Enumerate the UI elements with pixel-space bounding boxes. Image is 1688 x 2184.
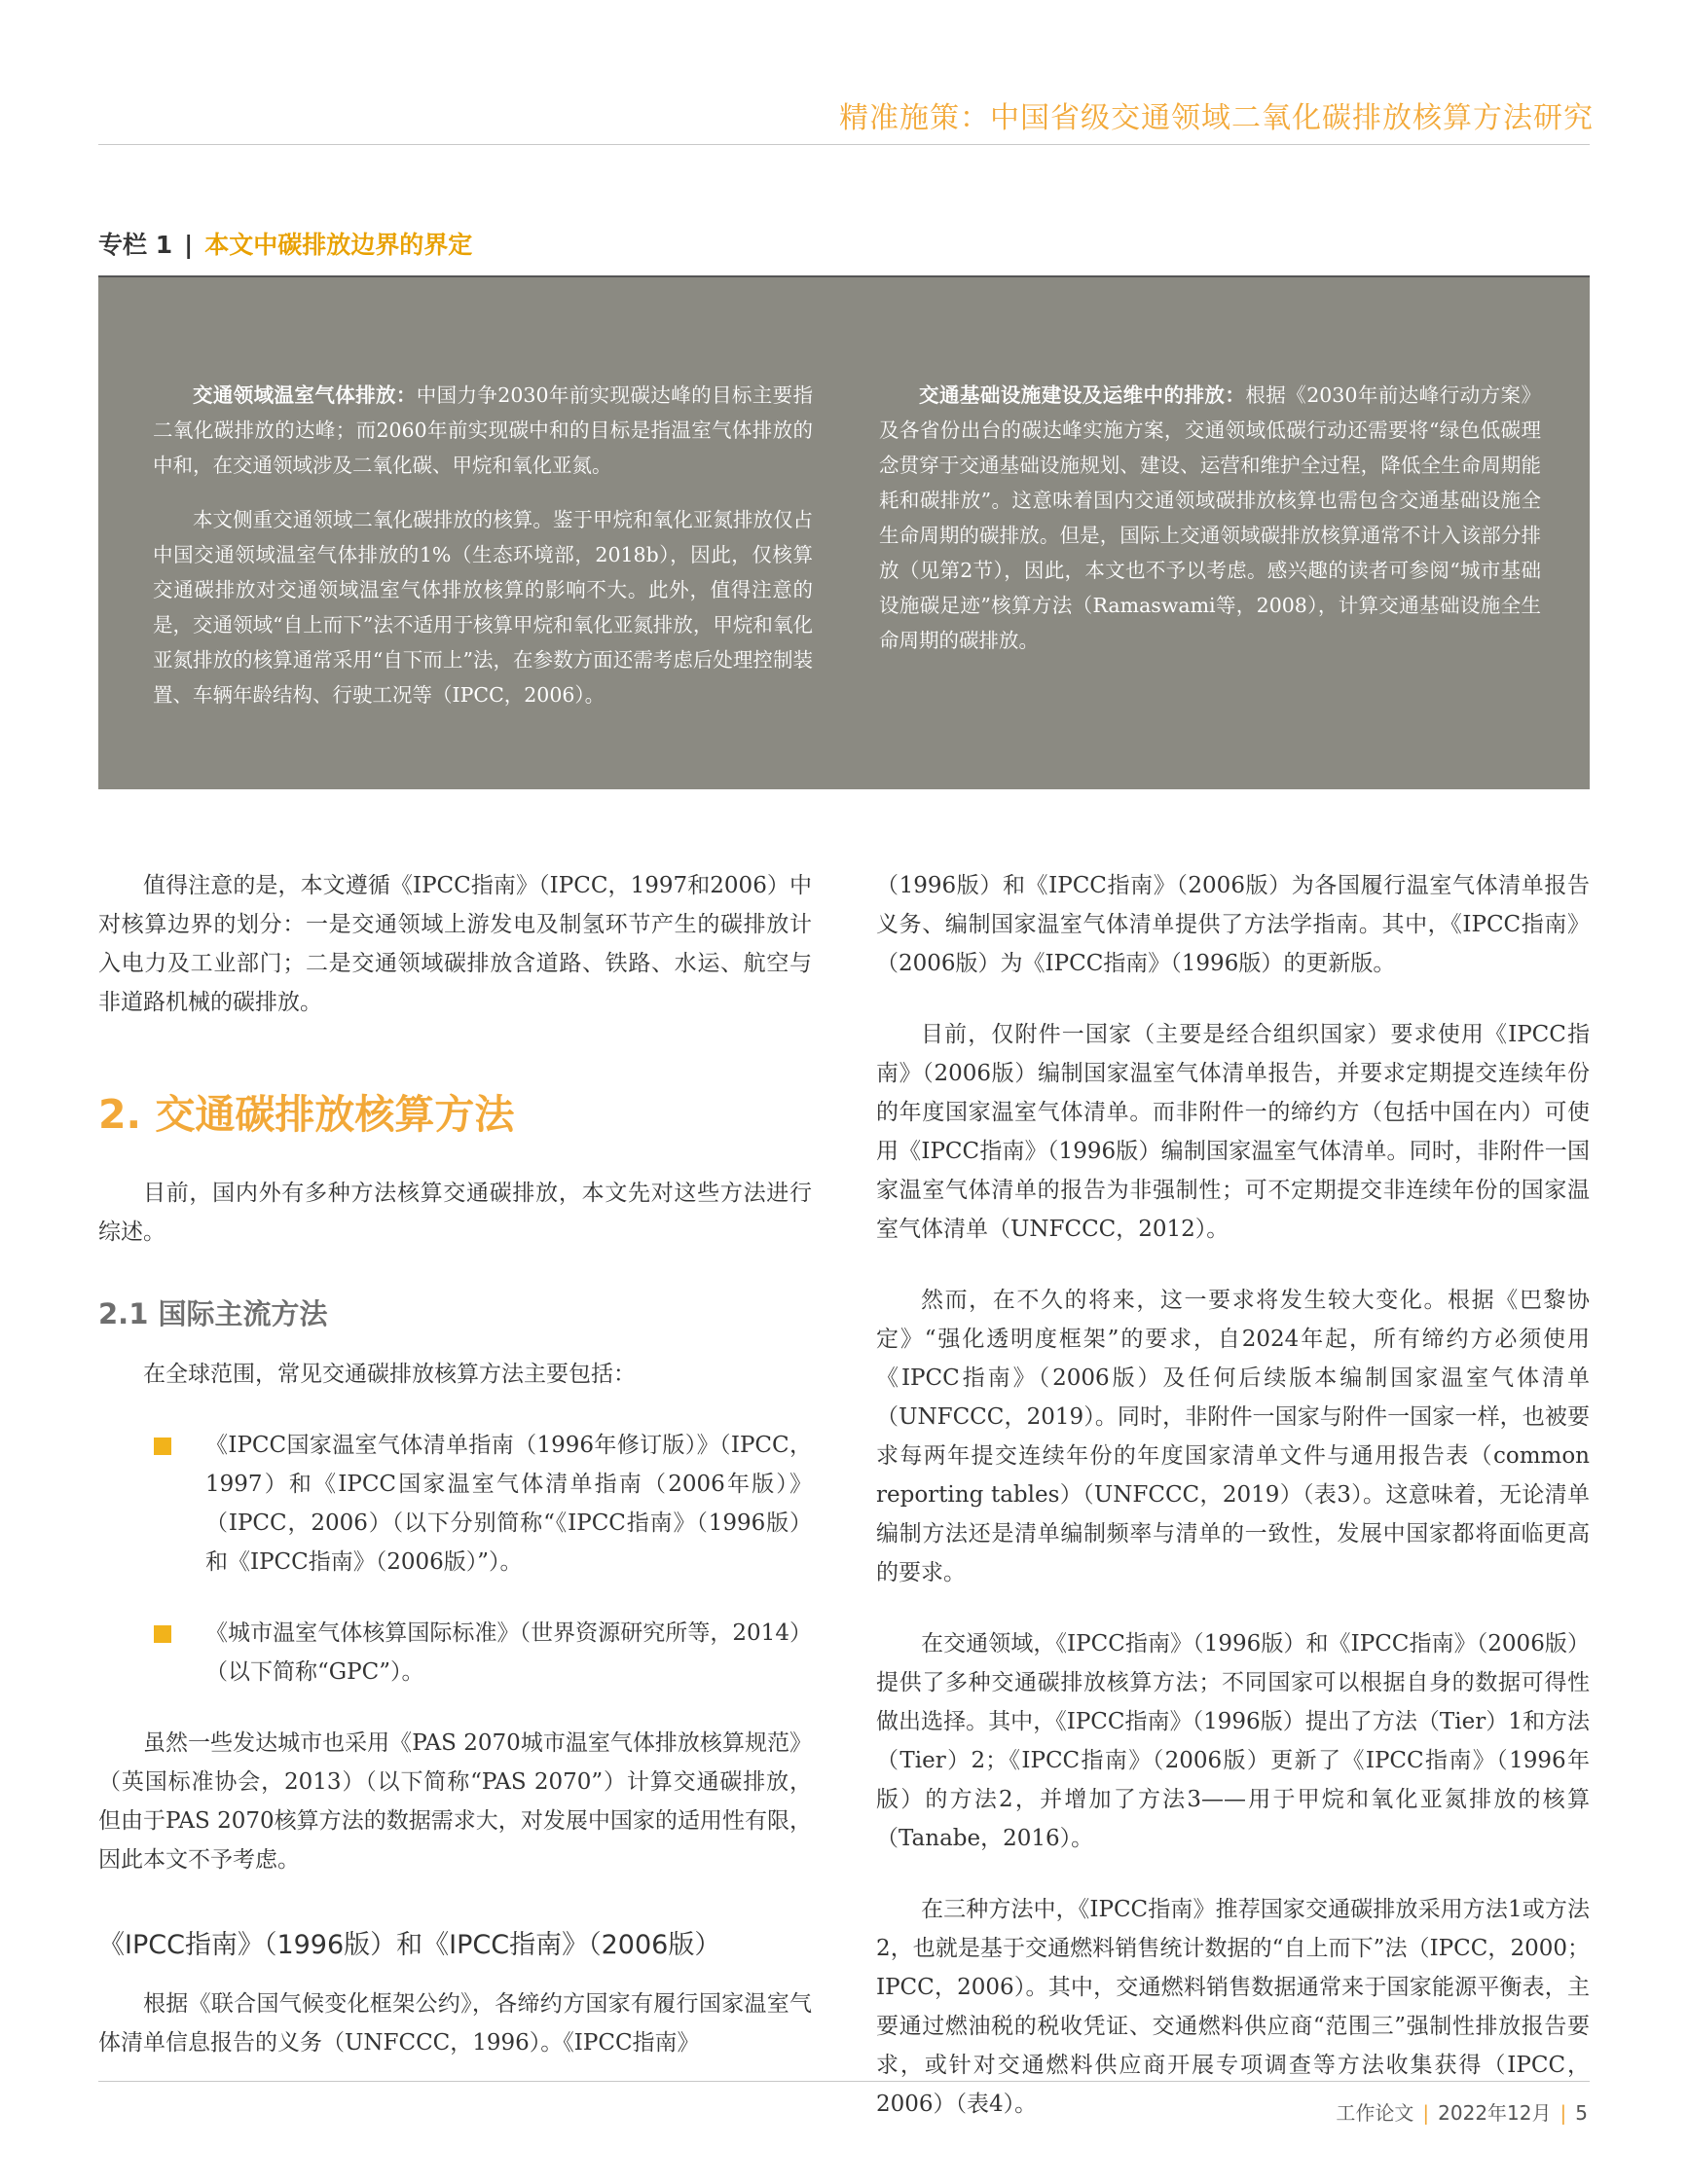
footer-separator: | bbox=[1560, 2101, 1567, 2125]
box-paragraph: 本文侧重交通领域二氧化碳排放的核算。鉴于甲烷和氧化亚氮排放仅占中国交通领域温室气体排放的1%（生态环境部，2018b），因此，仅核算交通碳排放对交通领域温室气体排放核算的影响不大。此外，值得注意的是，交通领域“自上而下”法不适用于核算甲烷和氧化亚氮排放，甲烷和氧化亚氮排放的核算通常采用“自下而上”法，在参数方面还需考虑后处理控制装置、车辆年龄结构、行驶工况等（IPCC，2006）。 bbox=[153, 508, 813, 707]
running-title: 精准施策：中国省级交通领域二氧化碳排放核算方法研究 bbox=[839, 101, 1594, 135]
box-lead-text: 交通基础设施建设及运维中的排放： bbox=[919, 383, 1246, 407]
body-column-left bbox=[98, 866, 812, 2094]
body-paragraph: 虽然一些发达城市也采用《PAS 2070城市温室气体排放核算规范》（英国标准协会，2013）（以下简称“PAS 2070”）计算交通碳排放，但由于PAS 2070核算方法的数据需求大，对发展中国家的适用性有限，因此本文不予考虑。 bbox=[98, 1730, 812, 1873]
footer-date: 2022年12月 bbox=[1438, 2101, 1552, 2125]
square-bullet-icon bbox=[154, 1625, 171, 1643]
page-number: 5 bbox=[1575, 2101, 1588, 2125]
footer-series: 工作论文 bbox=[1336, 2101, 1414, 2125]
section-heading: 2. 交通碳排放核算方法 bbox=[98, 1091, 515, 1138]
box-column-left bbox=[153, 378, 813, 732]
body-paragraph: 目前，仅附件一国家（主要是经合组织国家）要求使用《IPCC指南》（2006版）编制国家温室气体清单报告，并要求定期提交连续年份的年度国家温室气体清单。而非附件一的缔约方（包括中国在内）可使用《IPCC指南》（1996版）编制国家温室气体清单。同时，非附件一国家温室气体清单的报告为非强制性；可不定期提交非连续年份的国家温室气体清单（UNFCCC，2012）。 bbox=[876, 1022, 1590, 1242]
box-label: 专栏 1 bbox=[98, 231, 173, 259]
header-rule bbox=[98, 144, 1590, 145]
box-paragraph: 交通基础设施建设及运维中的排放：根据《2030年前达峰行动方案》及各省份出台的碳达峰实施方案，交通领域低碳行动还需要将“绿色低碳理念贯穿于交通基础设施规划、建设、运营和维护全过程，降低全生命周期能耗和碳排放”。这意味着国内交通领域碳排放核算也需包含交通基础设施全生命周期的碳排放。但是，国际上交通领域碳排放核算通常不计入该部分排放（见第2节），因此，本文也不予以考虑。感兴趣的读者可参阅“城市基础设施碳足迹”核算方法（Ramaswami等，2008），计算交通基础设施全生命周期的碳排放。 bbox=[879, 383, 1542, 652]
box-paragraph: 交通领域温室气体排放：中国力争2030年前实现碳达峰的目标主要指二氧化碳排放的达峰；而2060年前实现碳中和的目标是指温室气体排放的中和，在交通领域涉及二氧化碳、甲烷和氧化亚氮。 bbox=[153, 383, 814, 477]
footer bbox=[1336, 2097, 1588, 2126]
body-paragraph: 在三种方法中，《IPCC指南》推荐国家交通碳排放采用方法1或方法2，也就是基于交通燃料销售统计数据的“自上而下”法（IPCC，2000；IPCC，2006）。其中，交通燃料销售数据通常来于国家能源平衡表，主要通过燃油税的税收凭证、交通燃料供应商“范围三”强制性排放报告要求，或针对交通燃料供应商开展专项调查等方法收集获得（IPCC，2006）（表4）。 bbox=[876, 1897, 1590, 2117]
box-lead-text: 交通领域温室气体排放： bbox=[193, 383, 417, 407]
sidebar-box bbox=[98, 319, 1590, 789]
body-column-right bbox=[876, 866, 1590, 2156]
square-bullet-icon bbox=[154, 1438, 171, 1455]
body-paragraph: 值得注意的是，本文遵循《IPCC指南》（IPCC，1997和2006）中对核算边界的划分：一是交通领域上游发电及制氢环节产生的碳排放计入电力及工业部门；二是交通领域碳排放含道路、铁路、水运、航空与非道路机械的碳排放。 bbox=[98, 873, 812, 1015]
minor-heading: 《IPCC指南》（1996版）和《IPCC指南》（2006版） bbox=[98, 1930, 721, 1960]
box-header bbox=[98, 226, 472, 261]
box-separator: | bbox=[184, 231, 194, 259]
body-paragraph: 然而，在不久的将来，这一要求将发生较大变化。根据《巴黎协定》“强化透明度框架”的要求，自2024年起，所有缔约方必须使用《IPCC指南》（2006版）及任何后续版本编制国家温室气体清单（UNFCCC，2019）。同时，非附件一国家与附件一国家一样，也被要求每两年提交连续年份的年度国家清单文件与通用报告表（common reporting tables）（UNFCCC，2019）（表3）。这意味着，无论清单编制方法还是清单编制频率与清单的一致性，发展中国家都将面临更高的要求。 bbox=[876, 1288, 1590, 1585]
footer-rule bbox=[98, 2081, 1590, 2082]
body-paragraph: 在全球范围，常见交通碳排放核算方法主要包括： bbox=[143, 1362, 636, 1387]
footer-separator: | bbox=[1422, 2101, 1430, 2125]
body-paragraph: 根据《联合国气候变化框架公约》，各缔约方国家有履行国家温室气体清单信息报告的义务（UNFCCC，1996）。《IPCC指南》 bbox=[98, 1991, 812, 2056]
subsection-heading: 2.1 国际主流方法 bbox=[98, 1297, 328, 1330]
box-column-right bbox=[879, 378, 1541, 677]
box-title: 本文中碳排放边界的界定 bbox=[204, 231, 473, 259]
body-paragraph: 在交通领域，《IPCC指南》（1996版）和《IPCC指南》（2006版）提供了多种交通碳排放核算方法；不同国家可以根据自身的数据可得性做出选择。其中，《IPCC指南》（1996版）提出了方法（Tier）1和方法（Tier）2；《IPCC指南》（2006版）更新了《IPCC指南》（1996年版）的方法2，并增加了方法3——用于甲烷和氧化亚氮排放的核算（Tanabe，2016）。 bbox=[876, 1631, 1590, 1851]
bullet-item: 《城市温室气体核算国际标准》（世界资源研究所等，2014）（以下简称“GPC”）。 bbox=[98, 1614, 812, 1692]
body-paragraph: （1996版）和《IPCC指南》（2006版）为各国履行温室气体清单报告义务、编制国家温室气体清单提供了方法学指南。其中，《IPCC指南》（2006版）为《IPCC指南》（1996版）的更新版。 bbox=[876, 873, 1590, 976]
body-paragraph: 目前，国内外有多种方法核算交通碳排放，本文先对这些方法进行综述。 bbox=[98, 1181, 812, 1245]
bullet-item: 《IPCC国家温室气体清单指南（1996年修订版）》（IPCC，1997）和《IPCC国家温室气体清单指南（2006年版）》（IPCC，2006）（以下分别简称“《IPCC指南》（1996版）和《IPCC指南》（2006版）”）。 bbox=[98, 1426, 812, 1582]
